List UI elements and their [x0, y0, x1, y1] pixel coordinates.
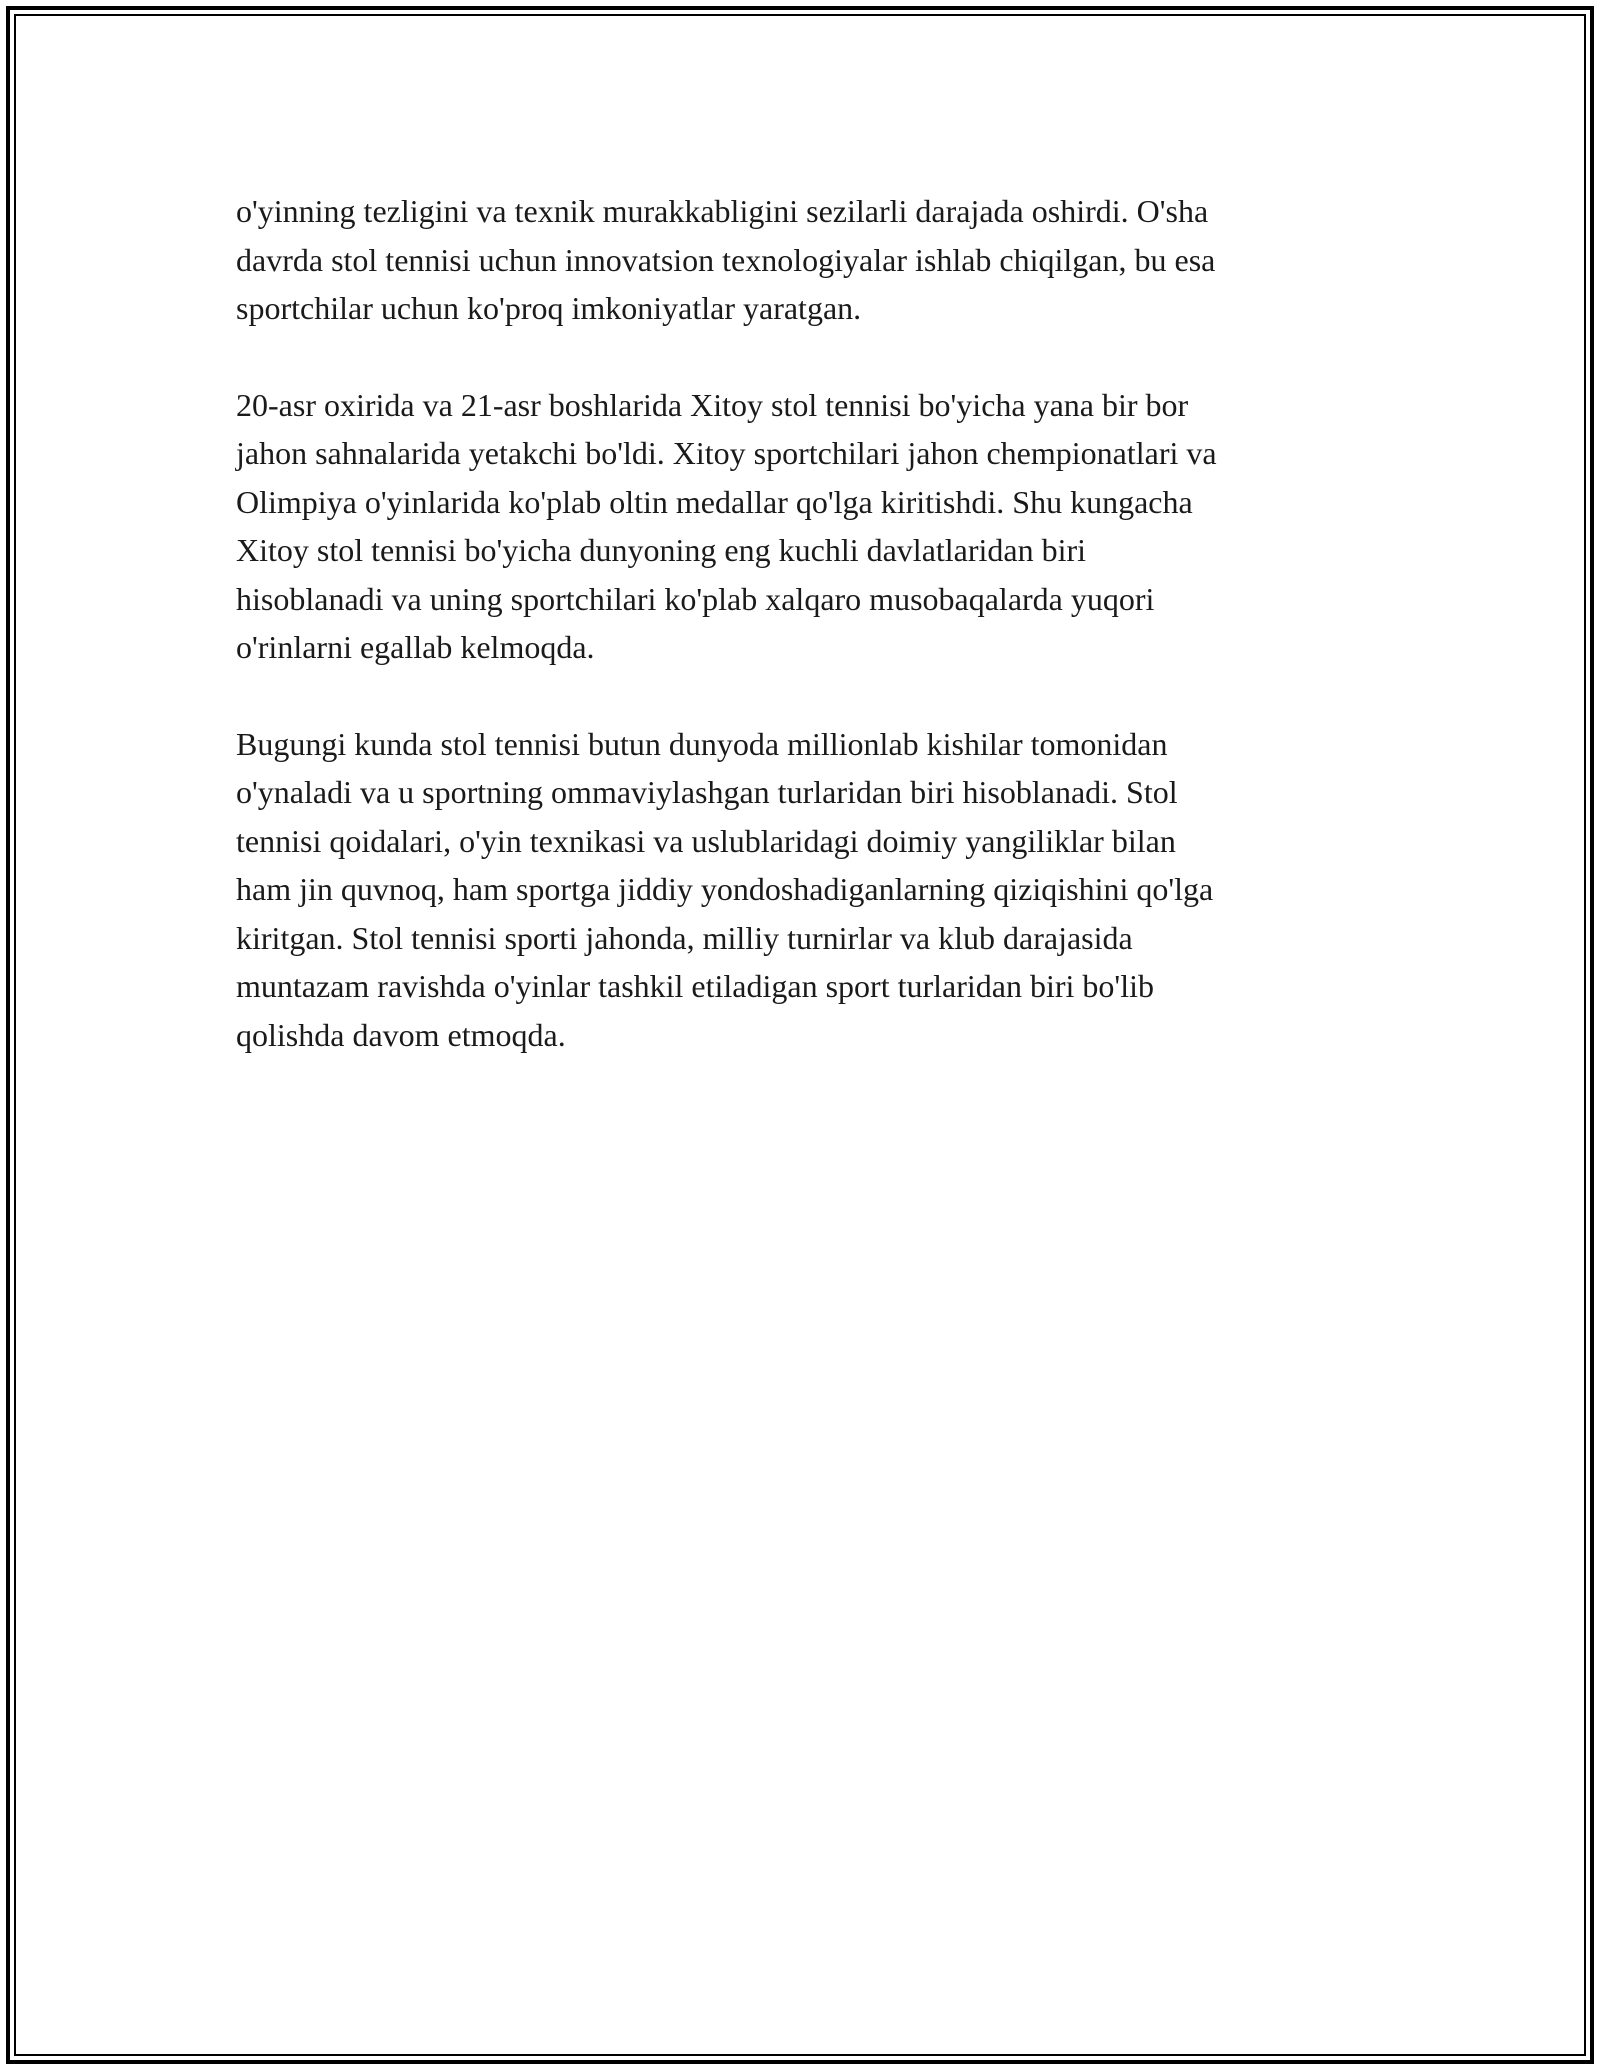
paragraph-1	[236, 187, 1386, 333]
text-line: sportchilar uchun ko'proq imkoniyatlar yaratgan.	[236, 290, 862, 326]
text-line: Olimpiya o'yinlarida ko'plab oltin medallar qo'lga kiritishdi. Shu kungacha	[236, 483, 1193, 520]
text-line: Xitoy stol tennisi bo'yicha dunyoning eng kuchli davlatlaridan biri	[236, 532, 1087, 568]
text-line: Bugungi kunda stol tennisi butun dunyoda millionlab kishilar tomonidan	[236, 725, 1168, 762]
paragraph-2	[236, 381, 1386, 672]
text-line: kiritgan. Stol tennisi sporti jahonda, milliy turnirlar va klub darajasida	[236, 919, 1133, 956]
paragraph-3	[236, 720, 1386, 1060]
text-line: jahon sahnalarida yetakchi bo'ldi. Xitoy sportchilari jahon chempionatlari va	[236, 435, 1217, 471]
text-line: o'ynaladi va u sportning ommaviylashgan turlaridan biri hisoblanadi. Stol	[236, 774, 1178, 810]
text-line: ham jin quvnoq, ham sportga jiddiy yondoshadiganlarning qiziqishini qo'lga	[236, 871, 1214, 907]
text-line: davrda stol tennisi uchun innovatsion texnologiyalar ishlab chiqilgan, bu esa	[236, 241, 1216, 278]
text-line: 20-asr oxirida va 21-asr boshlarida Xitoy stol tennisi bo'yicha yana bir bor	[236, 386, 1189, 423]
document-body	[236, 187, 1386, 1107]
text-line: o'rinlarni egallab kelmoqda.	[236, 629, 595, 665]
text-line: qolishda davom etmoqda.	[236, 1016, 566, 1053]
text-line: o'yinning tezligini va texnik murakkabligini sezilarli darajada oshirdi. O'sha	[236, 193, 1209, 229]
text-line: muntazam ravishda o'yinlar tashkil etiladigan sport turlaridan biri bo'lib	[236, 968, 1154, 1004]
text-line: hisoblanadi va uning sportchilari ko'plab xalqaro musobaqalarda yuqori	[236, 580, 1155, 617]
text-line: tennisi qoidalari, o'yin texnikasi va uslublaridagi doimiy yangiliklar bilan	[236, 822, 1176, 859]
